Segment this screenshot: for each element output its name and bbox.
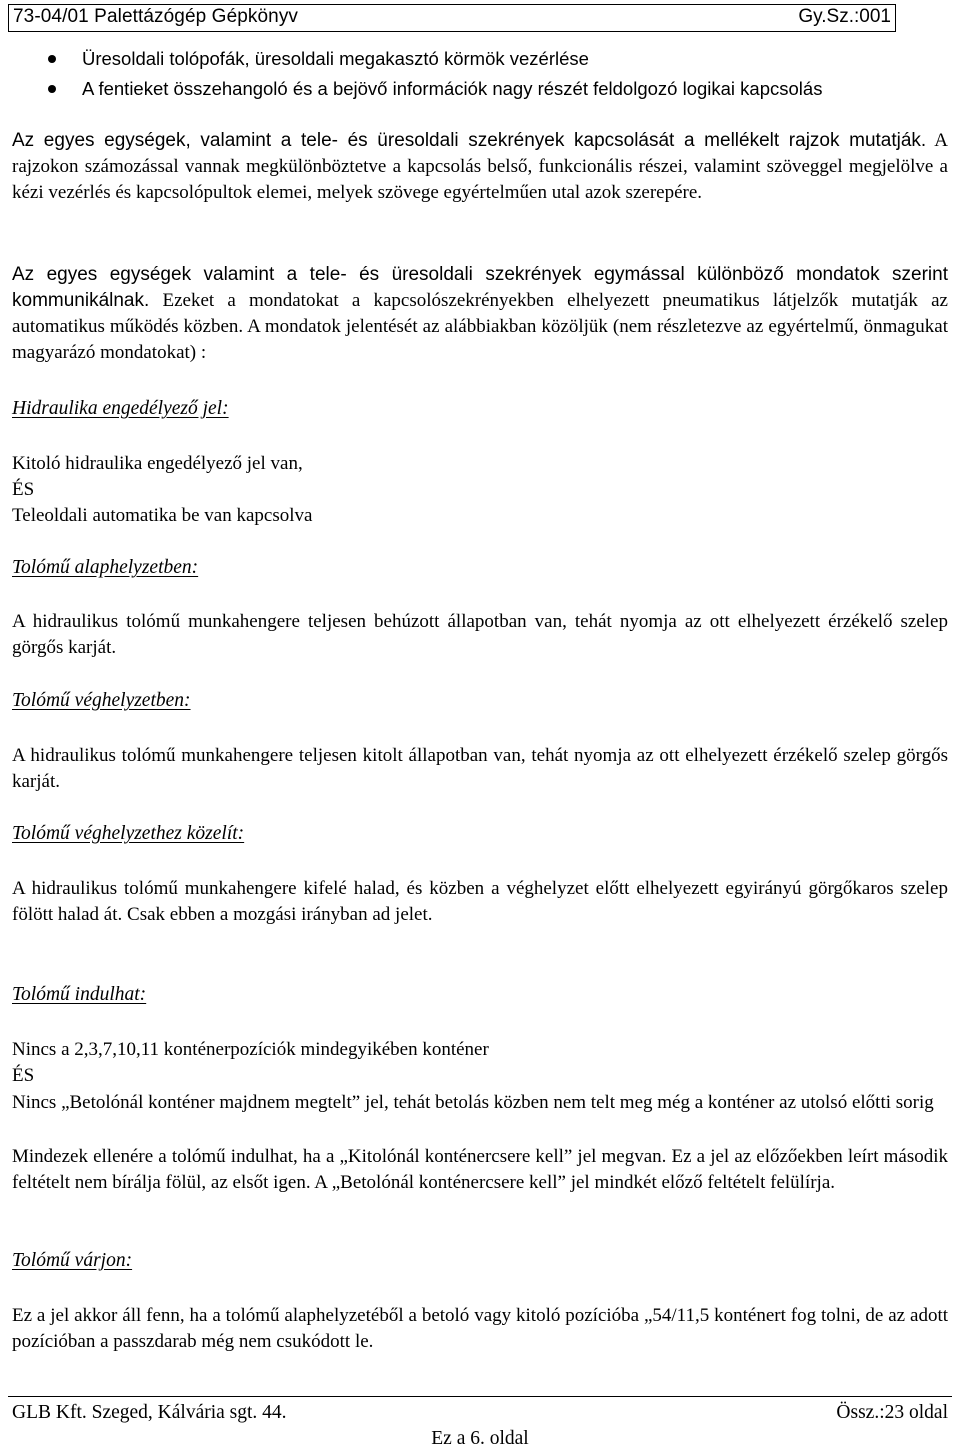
section-paragraph: A hidraulikus tolómű munkahengere kifelé halad, és közben a véghelyzet előtt elhelyezett egyirányú görgőkaros szelep fölött halad át. Csak ebben a mozgási irányban ad jelet. [12,878,948,925]
intro-paragraph-1: Az egyes egységek, valamint a tele- és üresoldali szekrények kapcsolását a mellékelt rajzok mutatják. A rajzokon számozással vannak megkülönböztetve a kapcsolás belső, funkcionális részei, valamint szöveggel megjelölve a kézi vezérlés és kapcsolópultok elemei, melyek szövege egyértelműen utal azok szerepére. [12,130,948,203]
section-line: Nincs a 2,3,7,10,11 konténerpozíciók mindegyikében konténer [12,1039,489,1060]
section-paragraph: A hidraulikus tolómű munkahengere teljesen kitolt állapotban van, tehát nyomja az ott elhelyezett érzékelő szelep görgős karját. [12,745,948,792]
section-paragraph: A hidraulikus tolómű munkahengere teljesen behúzott állapotban van, tehát nyomja az ott elhelyezett érzékelő szelep görgős karját. [12,611,948,658]
footer-page-number: Ez a 6. oldal [431,1428,529,1449]
section-heading: Tolómű várjon: [12,1250,133,1271]
list-item: Üresoldali tolópofák, üresoldali megakasztó körmök vezérlése [12,44,948,74]
section-heading: Tolómű alaphelyzetben: [12,557,199,578]
section-line: ÉS [12,479,35,500]
section-paragraph: Nincs „Betolónál konténer majdnem megtelt” jel, tehát betolás közben nem telt meg még a konténer az utolsó előtti sorig [12,1092,934,1113]
section-heading: Tolómű véghelyzethez közelít: [12,823,245,844]
intro-paragraph-2: Az egyes egységek valamint a tele- és üresoldali szekrények egymással különböző mondatok szerint kommunikálnak. Ezeket a mondatokat a kapcsolószekrényekben elhelyezett pneumatikus látjelzők mutatják az automatikus működés közben. A mondatok jelentését az alábbiakban közöljük (nem részletezve az egyértelmű, önmagukat magyarázó mondatokat) : [12,264,948,363]
bullet-icon [48,85,56,93]
section-line: Kitoló hidraulika engedélyező jel van, [12,453,303,474]
section-line: Teleoldali automatika be van kapcsolva [12,505,313,526]
section-paragraph: Mindezek ellenére a tolómű indulhat, ha a „Kitolónál konténercsere kell” jel megvan. Ez a jel az előzőekben leírt második feltételt nem bírálja fölül, az elsőt igen. A „Betolónál konténercsere kell” jel mindkét előző feltételt felülírja. [12,1146,948,1193]
page-header [8,4,896,32]
section-heading: Tolómű véghelyzetben: [12,690,191,711]
header-title: 73-04/01 Palettázógép Gépkönyv [13,6,299,27]
footer-company: GLB Kft. Szeged, Kálvária sgt. 44. [12,1402,287,1423]
section-heading: Tolómű indulhat: [12,984,147,1005]
footer-divider [8,1396,952,1397]
section-paragraph: Ez a jel akkor áll fenn, ha a tolómű alaphelyzetéből a betoló vagy kitoló pozícióba „54/11,5 konténert fog tolni, de az adott pozícióban a passzdarab még nem csukódott le. [12,1305,948,1352]
bullet-icon [48,55,56,63]
footer-total-pages: Össz.:23 oldal [836,1402,948,1423]
bullet-list [12,44,948,104]
section-line: ÉS [12,1065,35,1086]
section-heading: Hidraulika engedélyező jel: [12,398,229,419]
header-doc-number: Gy.Sz.:001 [798,6,891,27]
list-item: A fentieket összehangoló és a bejövő információk nagy részét feldolgozó logikai kapcsolás [12,74,948,104]
